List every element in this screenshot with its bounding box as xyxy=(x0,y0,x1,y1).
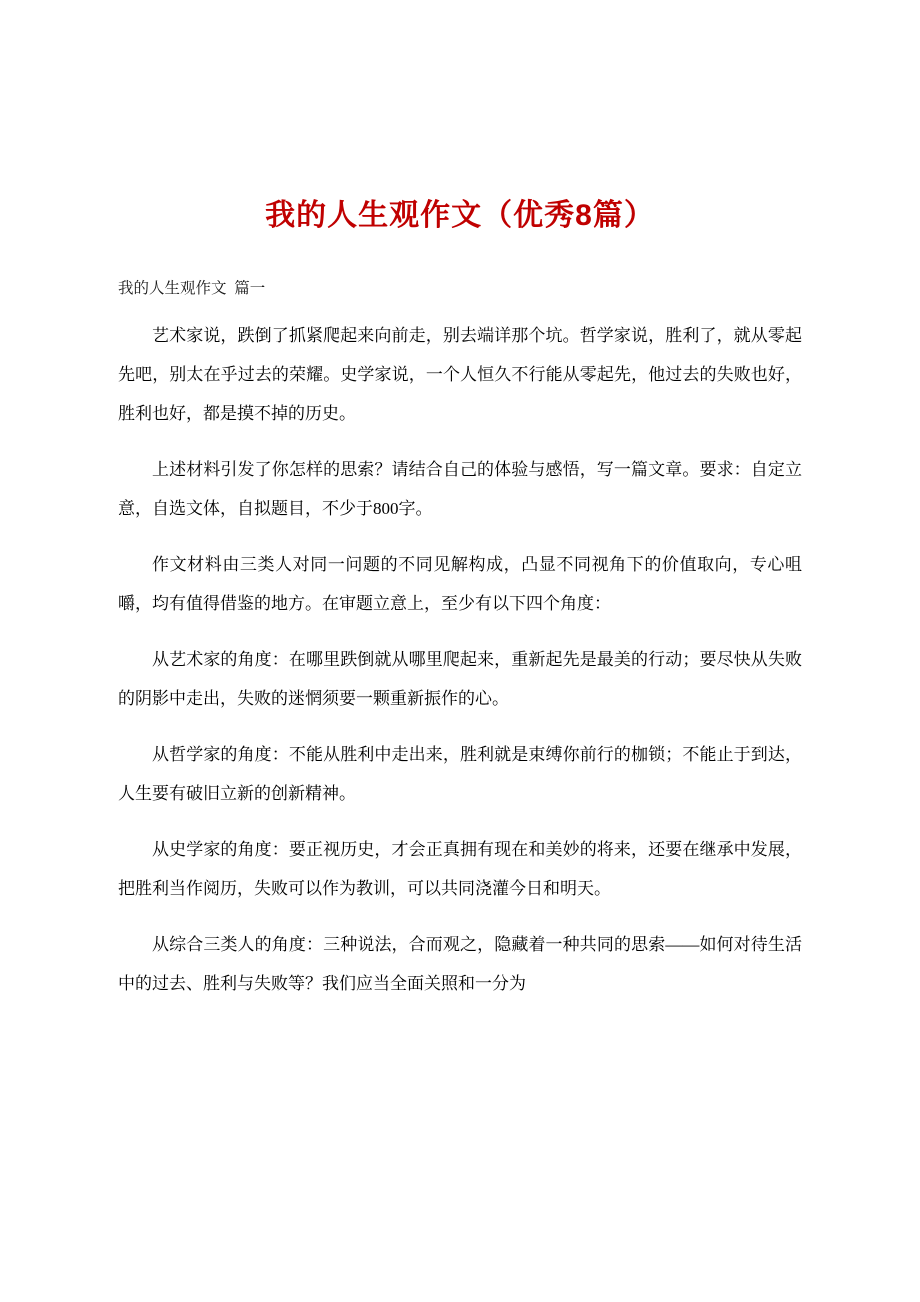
body-paragraph: 从艺术家的角度：在哪里跌倒就从哪里爬起来，重新起先是最美的行动；要尽快从失败的阴影中走出，失败的迷惘须要一颗重新振作的心。 xyxy=(118,649,802,708)
body-paragraph: 上述材料引发了你怎样的思索？请结合自己的体验与感悟，写一篇文章。要求：自定立意，自选文体，自拟题目，不少于800字。 xyxy=(118,459,802,518)
body-paragraph: 艺术家说，跌倒了抓紧爬起来向前走，别去端详那个坑。哲学家说，胜利了，就从零起先吧，别太在乎过去的荣耀。史学家说，一个人恒久不行能从零起先，他过去的失败也好，胜利也好，都是摸不掉的历史。 xyxy=(118,325,802,423)
page-title: 我的人生观作文（优秀8篇） xyxy=(265,199,655,232)
body-paragraph: 从哲学家的角度：不能从胜利中走出来，胜利就是束缚你前行的枷锁；不能止于到达，人生要有破旧立新的创新精神。 xyxy=(118,744,802,803)
article-subtitle: 我的人生观作文 篇一 xyxy=(118,280,266,297)
body-paragraph: 从史学家的角度：要正视历史，才会正真拥有现在和美妙的将来，还要在继承中发展，把胜利当作阅历，失败可以作为教训，可以共同浇灌今日和明天。 xyxy=(118,839,802,898)
body-paragraph: 从综合三类人的角度：三种说法，合而观之，隐藏着一种共同的思索——如何对待生活中的过去、胜利与失败等？我们应当全面关照和一分为 xyxy=(118,934,802,993)
body-paragraph: 作文材料由三类人对同一问题的不同见解构成，凸显不同视角下的价值取向，专心咀嚼，均有值得借鉴的地方。在审题立意上，至少有以下四个角度： xyxy=(118,554,802,613)
